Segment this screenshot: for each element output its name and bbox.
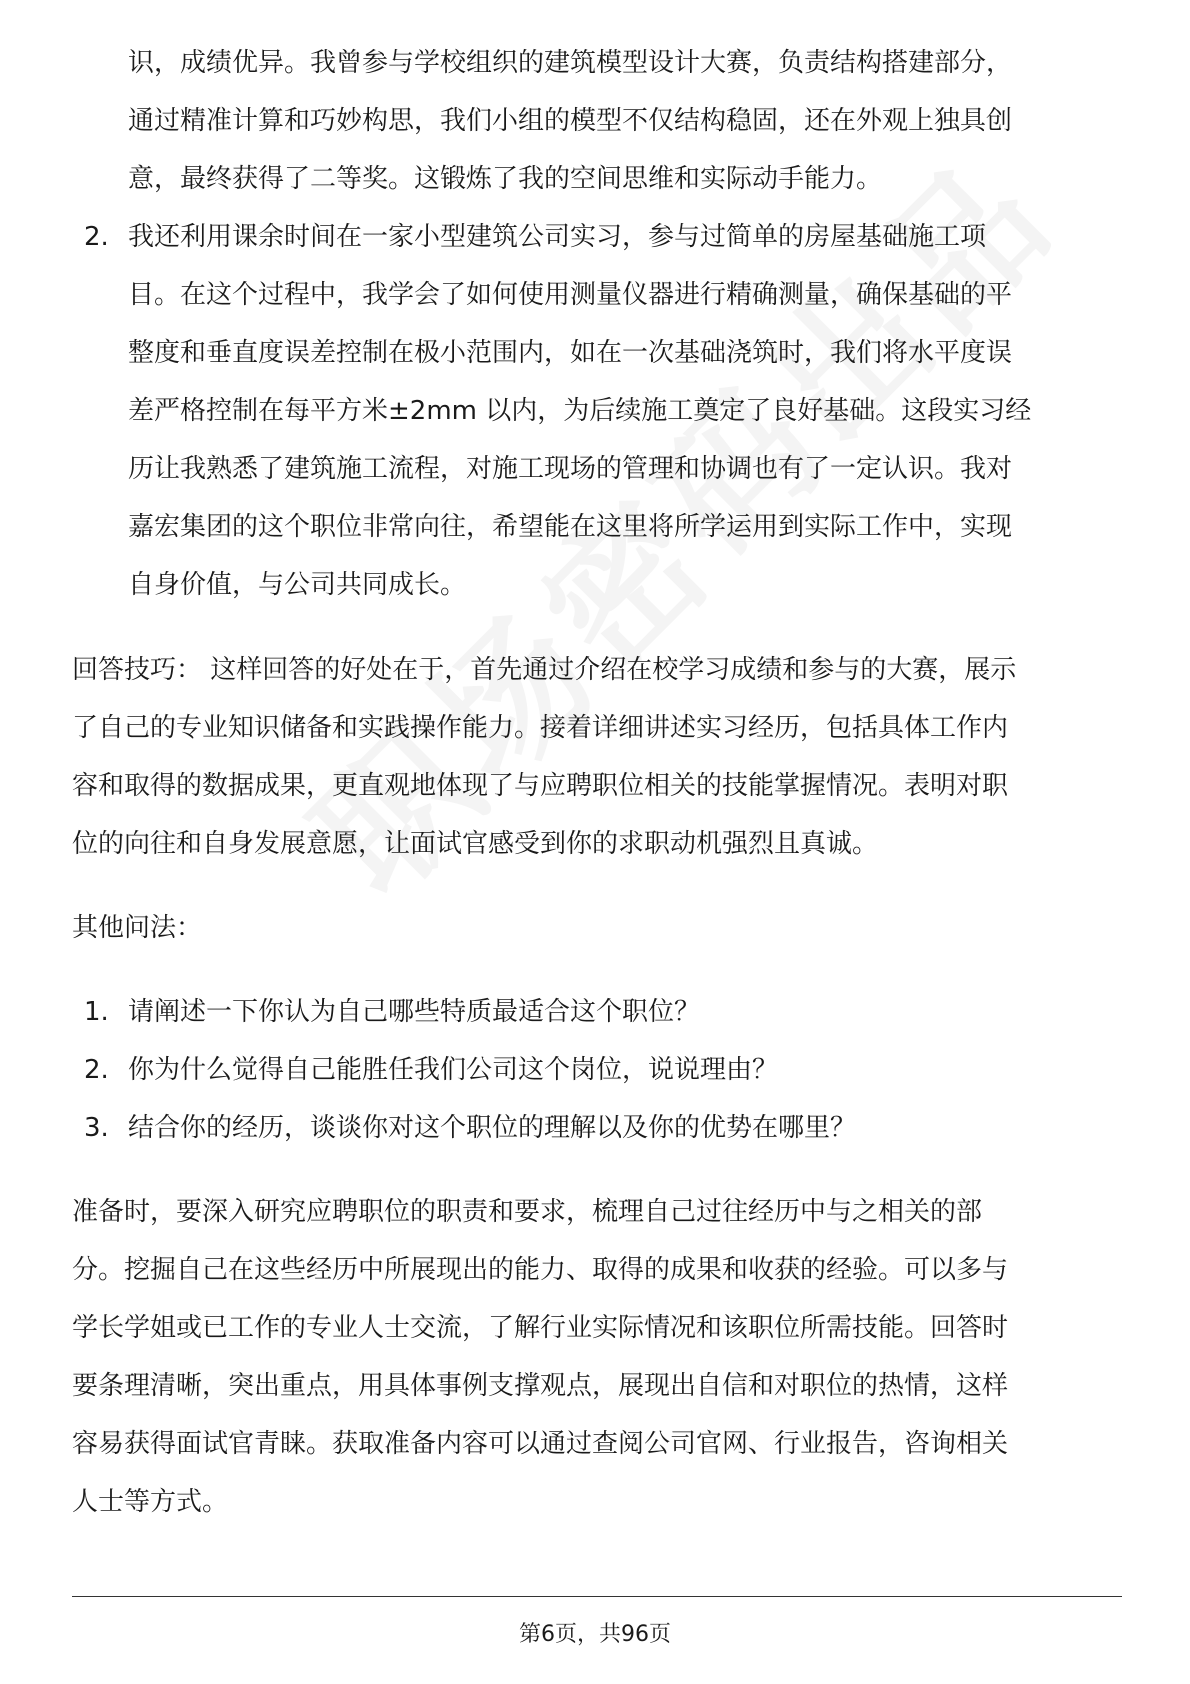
- list-item-number: 2.: [84, 1055, 109, 1085]
- paragraph-line: 学长学姐或已工作的专业人士交流，了解行业实际情况和该职位所需技能。回答时: [72, 1313, 1009, 1343]
- list-item-line: 意，最终获得了二等奖。这锻炼了我的空间思维和实际动手能力。: [128, 164, 883, 194]
- list-item-line: 自身价值，与公司共同成长。: [128, 570, 467, 600]
- page-content: [72, 34, 1122, 1531]
- paragraph-line: 位的向往和自身发展意愿，让面试官感受到你的求职动机强烈且真诚。: [72, 829, 879, 859]
- paragraph-line: 人士等方式。: [72, 1487, 229, 1517]
- page-number: 第6页，共96页: [519, 1622, 671, 1647]
- list-item-line: 我还利用课余时间在一家小型建筑公司实习，参与过简单的房屋基础施工项: [128, 222, 987, 252]
- list-item-2: [72, 208, 1122, 614]
- paragraph-line: 了自己的专业知识储备和实践操作能力。接着详细讲述实习经历，包括具体工作内: [72, 713, 1009, 743]
- paragraph-line: 准备时，要深入研究应聘职位的职责和要求，梳理自己过往经历中与之相关的部: [72, 1197, 983, 1227]
- list-item-line: 通过精准计算和巧妙构思，我们小组的模型不仅结构稳固，还在外观上独具创: [128, 106, 1013, 136]
- list-item-line: 整度和垂直度误差控制在极小范围内，如在一次基础浇筑时，我们将水平度误: [128, 338, 1013, 368]
- answer-tips-paragraph: [72, 641, 1122, 873]
- list-item-text: 你为什么觉得自己能胜任我们公司这个岗位，说说理由？: [128, 1055, 779, 1085]
- list-item: [72, 983, 1122, 1041]
- list-item-line: 识，成绩优异。我曾参与学校组织的建筑模型设计大赛，负责结构搭建部分，: [128, 48, 1013, 78]
- other-questions-heading: 其他问法：: [72, 913, 203, 943]
- list-item-line: 差严格控制在每平方米±2mm 以内，为后续施工奠定了良好基础。这段实习经: [128, 396, 1032, 426]
- paragraph-line: 容易获得面试官青睐。获取准备内容可以通过查阅公司官网、行业报告，咨询相关: [72, 1429, 1009, 1459]
- paragraph-line: 回答技巧： 这样回答的好处在于，首先通过介绍在校学习成绩和参与的大赛，展示: [72, 655, 1017, 685]
- list-item-line: 目。在这个过程中，我学会了如何使用测量仪器进行精确测量，确保基础的平: [128, 280, 1013, 310]
- preparation-paragraph: [72, 1183, 1122, 1531]
- paragraph-line: 要条理清晰，突出重点，用具体事例支撑观点，展现出自信和对职位的热情，这样: [72, 1371, 1009, 1401]
- paragraph-line: 分。挖掘自己在这些经历中所展现出的能力、取得的成果和收获的经验。可以多与: [72, 1255, 1009, 1285]
- list-item-text: 请阐述一下你认为自己哪些特质最适合这个职位？: [128, 997, 701, 1027]
- list-item: [72, 1099, 1122, 1157]
- list-item-text: 结合你的经历，谈谈你对这个职位的理解以及你的优势在哪里？: [128, 1113, 857, 1143]
- list-item-number: 1.: [84, 997, 109, 1027]
- list-item: [72, 1041, 1122, 1099]
- list-item-number: 2.: [84, 222, 109, 252]
- list-item-continued: [72, 34, 1122, 208]
- list-item-line: 历让我熟悉了建筑施工流程，对施工现场的管理和协调也有了一定认识。我对: [128, 454, 1013, 484]
- paragraph-line: 容和取得的数据成果，更直观地体现了与应聘职位相关的技能掌握情况。表明对职: [72, 771, 1009, 801]
- footer-divider: [72, 1596, 1122, 1597]
- other-questions-list: [72, 983, 1122, 1157]
- list-item-number: 3.: [84, 1113, 109, 1143]
- list-item-line: 嘉宏集团的这个职位非常向往，希望能在这里将所学运用到实际工作中，实现: [128, 512, 1013, 542]
